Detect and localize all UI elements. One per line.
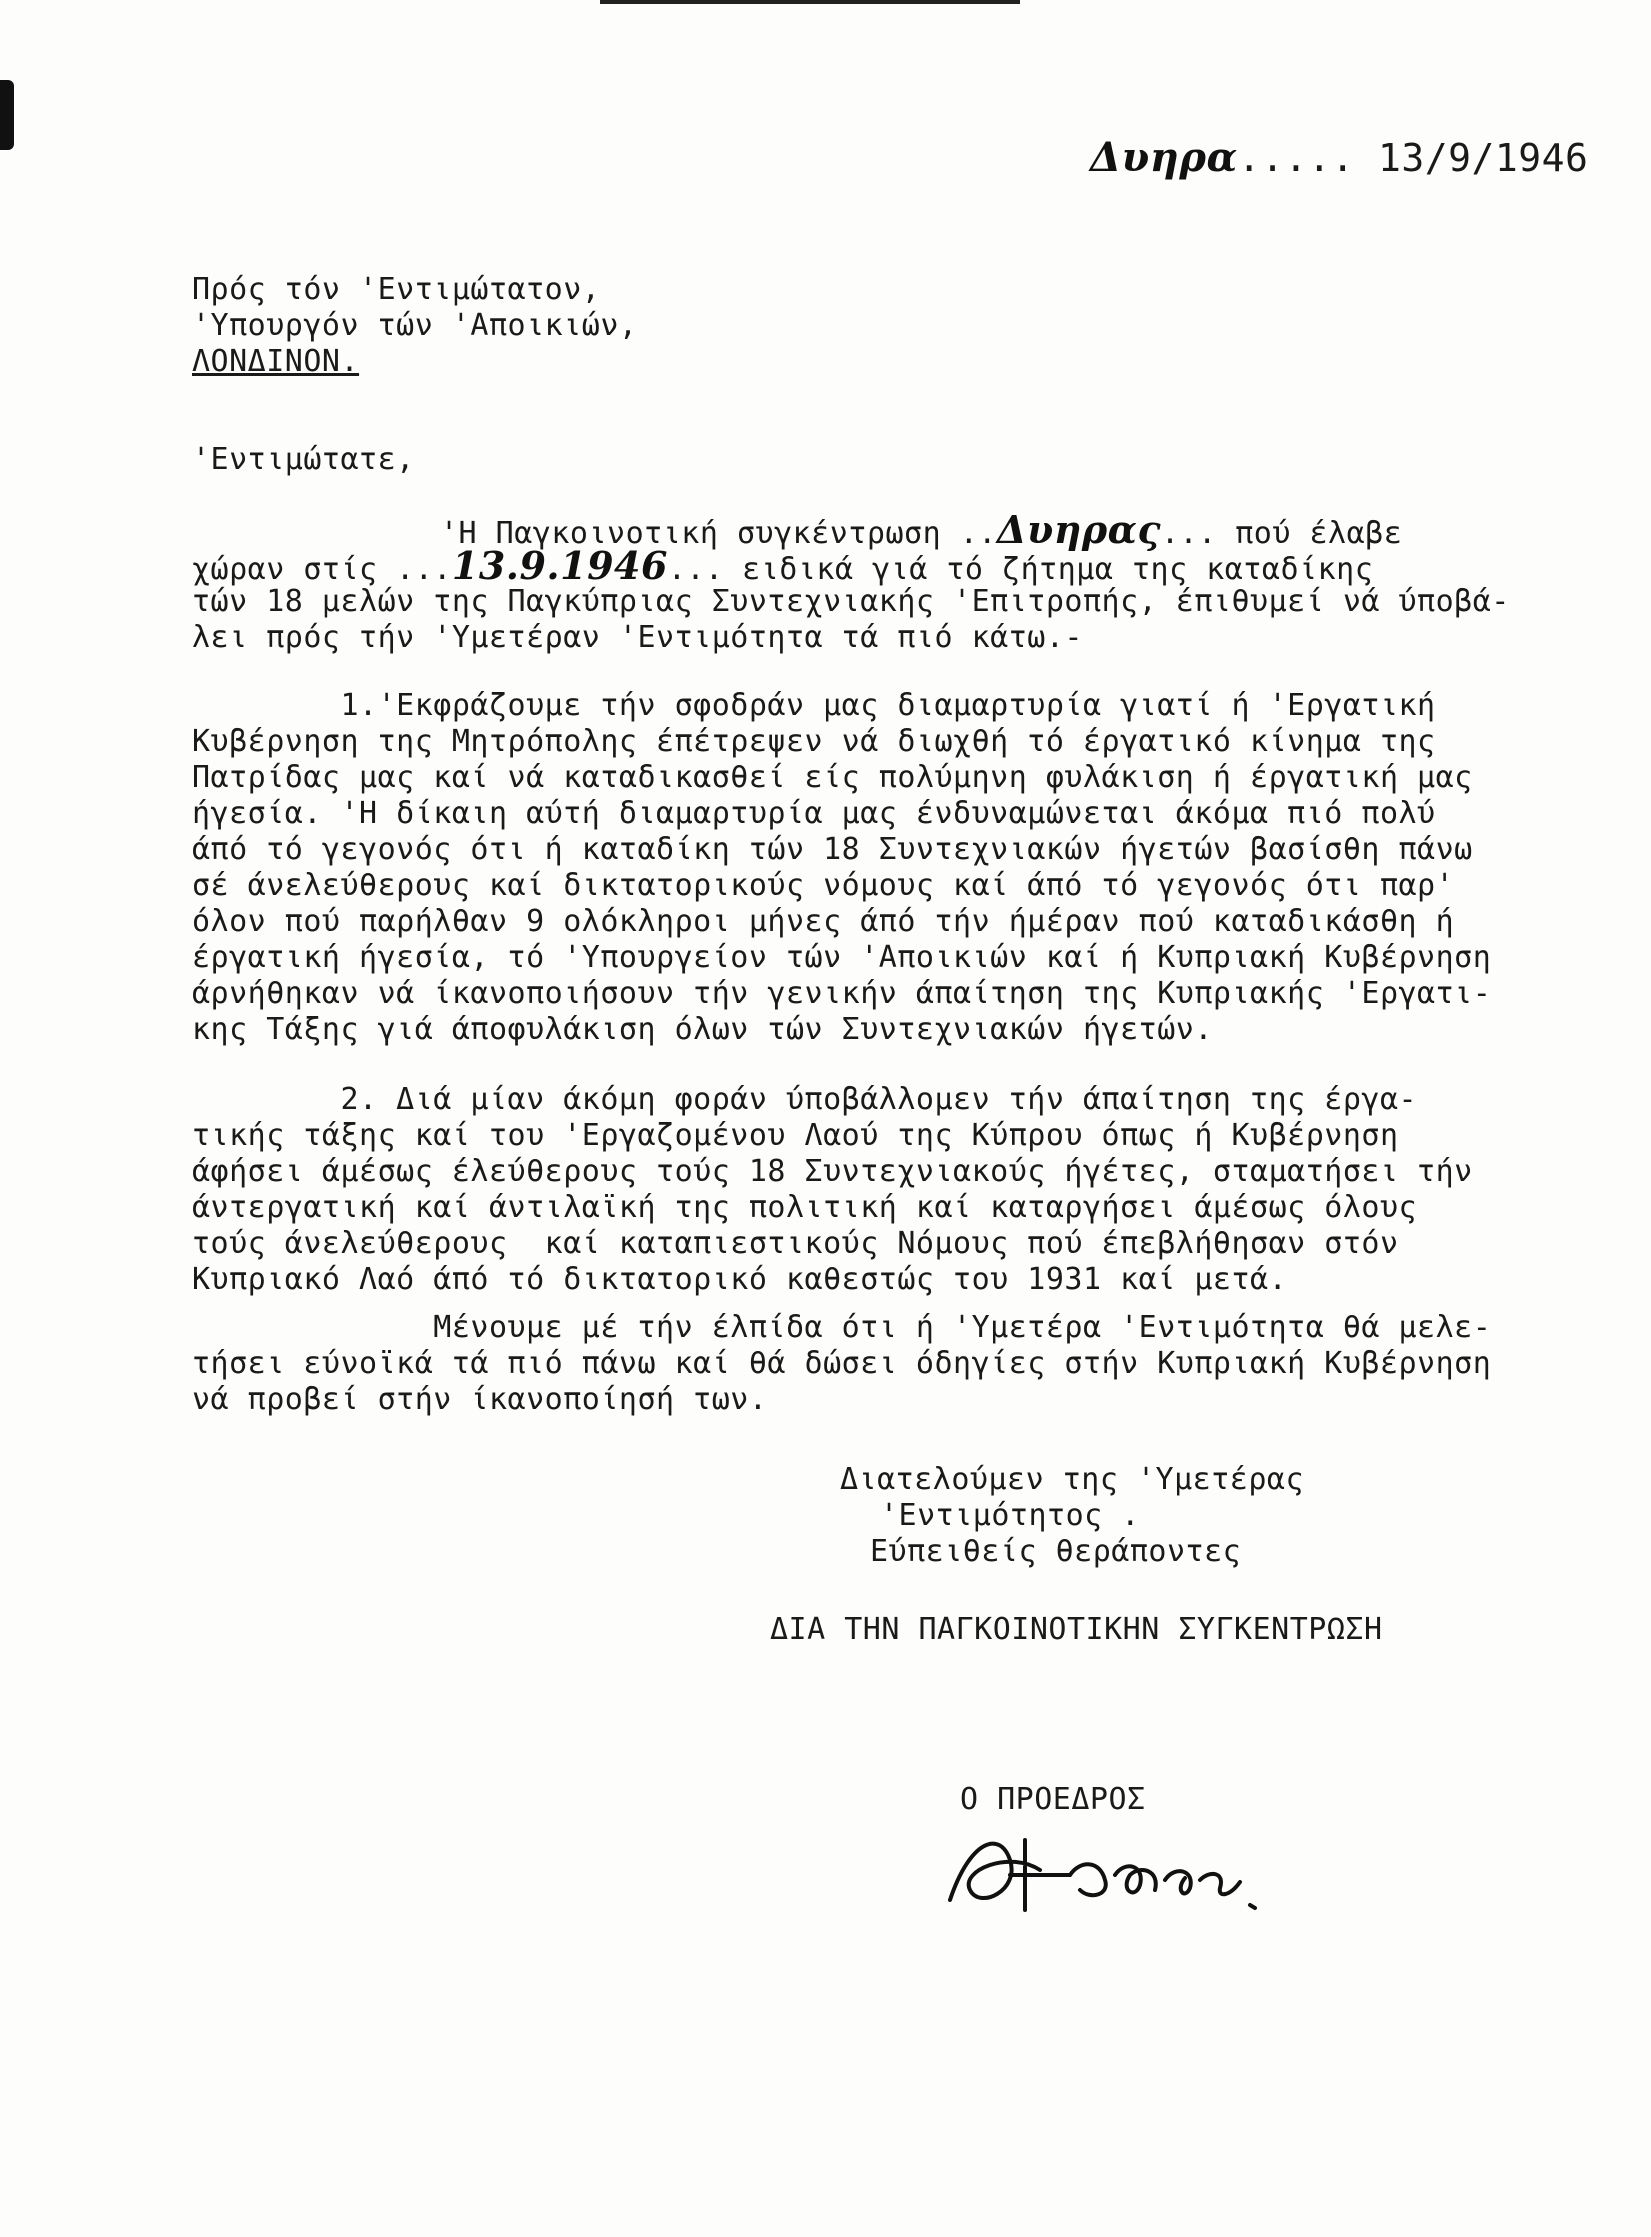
para1-line: Κυβέρνηση της Μητρόπολης έπέτρεψεν νά διωχθή τό έργατικό κίνημα της [192,724,1436,759]
intro-handwritten-date: 13.9.1946 [451,543,668,588]
intro-line-2-a: χώραν στίς ... [192,552,452,587]
intro-line-3: τών 18 μελών της Παγκύπριας Συντεχνιακής 'Επιτροπής, έπιθυμεί νά ύποβά- [192,584,1510,619]
para1-line: άπό τό γεγονός ότι ή καταδίκη τών 18 Συντεχνιακών ήγετών βασίσθη πάνω [192,832,1473,867]
para1-line: 1.'Εκφράζουμε τήν σφοδράν μας διαμαρτυρία γιατί ή 'Εργατική [192,688,1436,723]
intro-line-2 [192,543,1374,588]
para2-line: τούς άνελεύθερους καί καταπιεστικούς Νόμους πού έπεβλήθησαν στόν [192,1226,1399,1261]
para2-line: 2. Διά μίαν άκόμη φοράν ύποβάλλομεν τήν άπαίτηση της έργα- [192,1082,1418,1117]
salutation: 'Εντιμώτατε, [192,442,415,477]
scan-edge-mark [0,80,14,150]
para1-line: έργατική ήγεσία, τό 'Υπουργείον τών 'Αποικιών καί ή Κυπριακή Κυβέρνηση [192,940,1492,975]
address-line-2: 'Υπουργόν τών 'Αποικιών, [192,308,638,343]
para2-line: άφήσει άμέσως έλεύθερους τούς 18 Συντεχνιακούς ήγέτες, σταματήσει τήν [192,1154,1473,1189]
dateline-date: ..... 13/9/1946 [1237,136,1589,180]
intro-line-2-b: ... ειδικά γιά τό ζήτημα της καταδίκης [667,552,1374,587]
president-title: Ο ΠΡΟΕΔΡΟΣ [960,1782,1146,1817]
valediction-line-1: Διατελούμεν της 'Υμετέρας [840,1462,1305,1497]
closing-line: τήσει εύνοϊκά τά πιό πάνω καί θά δώσει όδηγίες στήν Κυπριακή Κυβέρνηση [192,1346,1492,1381]
intro-line-1-a: 'Η Παγκοινοτική συγκέντρωση .. [440,516,997,551]
address-line-3: ΛΟΝΔΙΝΟΝ. [192,344,360,379]
para1-line: ήγεσία. 'Η δίκαιη αύτή διαμαρτυρία μας ένδυναμώνεται άκόμα πιό πολύ [192,796,1436,831]
intro-line-1-b: ... πού έλαβε [1161,516,1403,551]
para1-line: όλον πού παρήλθαν 9 ολόκληροι μήνες άπό τήν ήμέραν πού καταδικάσθη ή [192,904,1455,939]
para2-line: τικής τάξης καί του 'Εργαζομένου Λαού της Κύπρου όπως ή Κυβέρνηση [192,1118,1399,1153]
closing-line: νά προβεί στήν ίκανοποίησή των. [192,1382,768,1417]
dateline [1090,134,1589,181]
organization-line: ΔΙΑ ΤΗΝ ΠΑΓΚΟΙΝΟΤΙΚΗΝ ΣΥΓΚΕΝΤΡΩΣΗ [770,1612,1383,1647]
intro-handwritten-place: Δυηρας [996,507,1161,552]
para1-line: σέ άνελεύθερους καί δικτατορικούς νόμους καί άπό τό γεγονός ότι παρ' [192,868,1455,903]
para2-line: Κυπριακό Λαό άπό τό δικτατορικό καθεστώς του 1931 καί μετά. [192,1262,1288,1297]
dateline-place: Δυηρα [1090,134,1238,181]
intro-line-4: λει πρός τήν 'Υμετέραν 'Εντιμότητα τά πιό κάτω.- [192,620,1083,655]
para1-line: άρνήθηκαν νά ίκανοποιήσουν τήν γενικήν άπαίτηση της Κυπριακής 'Εργατι- [192,976,1492,1011]
closing-line: Μένουμε μέ τήν έλπίδα ότι ή 'Υμετέρα 'Εντιμότητα θά μελε- [192,1310,1492,1345]
para1-line: κης Τάξης γιά άποφυλάκιση όλων τών Συντεχνιακών ήγετών. [192,1012,1213,1047]
para1-line: Πατρίδας μας καί νά καταδικασθεί είς πολύμηνη φυλάκιση ή έργατική μας [192,760,1473,795]
top-edge-rule [600,0,1020,4]
address-line-1: Πρός τόν 'Εντιμώτατον, [192,272,601,307]
valediction-line-2: 'Εντιμότητος . [880,1498,1140,1533]
handwritten-signature [930,1820,1290,1930]
para2-line: άντεργατική καί άντιλαϊκή της πολιτική καί καταργήσει άμέσως όλους [192,1190,1418,1225]
valediction-line-3: Εύπειθείς θεράποντες [870,1534,1242,1569]
